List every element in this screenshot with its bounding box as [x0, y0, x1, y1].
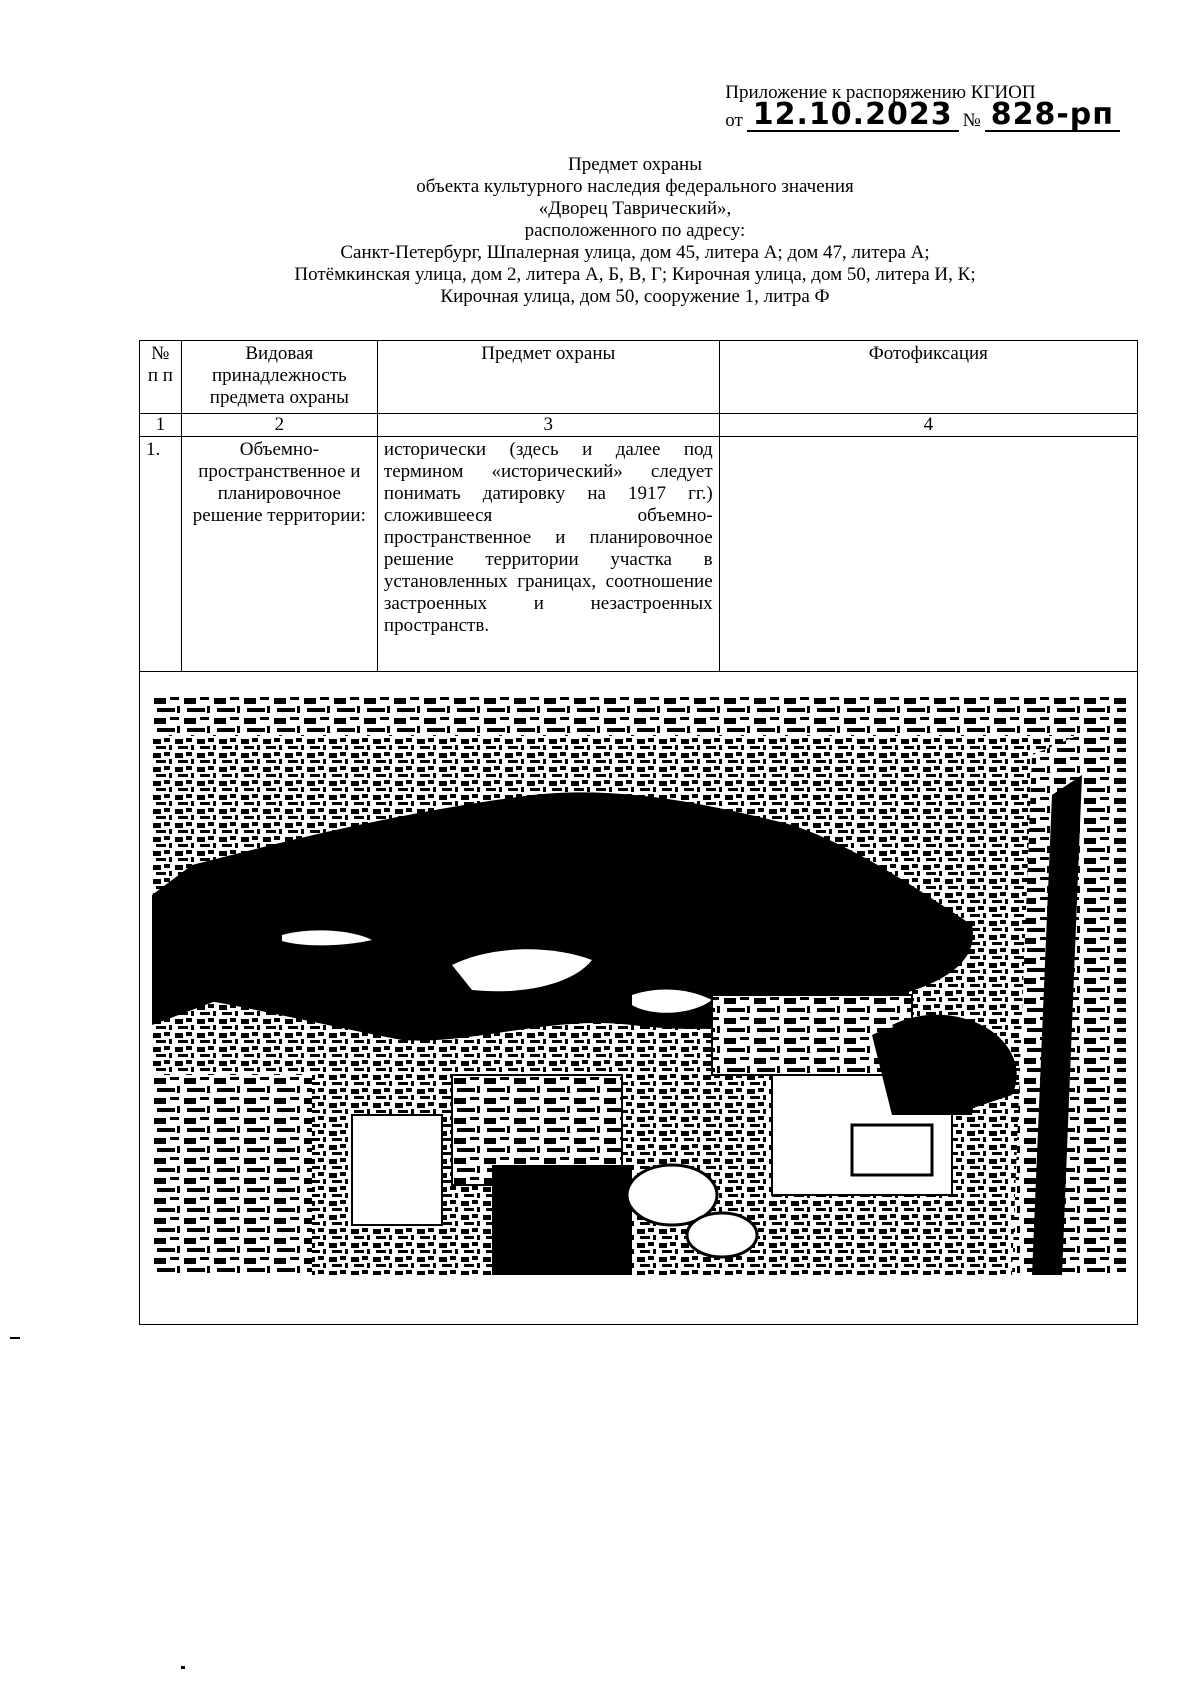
title-line: «Дворец Таврический», [538, 198, 732, 219]
number-prefix: № [962, 110, 981, 131]
appendix-header [725, 82, 1120, 132]
column-number: 3 [377, 414, 719, 437]
column-number: 1 [140, 414, 182, 437]
row-subject: исторически (здесь и далее под термином «исторический» следует понимать датировку на 1917 гг.) сложившееся объемно-пространственное и планировочное решение территории участка в установленных границах, соотношение застроенных и незастроенных пространств. [377, 437, 719, 672]
date-prefix: от [725, 110, 743, 131]
row-type: Объемно-пространственное и планировочное решение территории: [181, 437, 377, 672]
photo-row [140, 672, 1138, 1325]
header-number: № п п [140, 341, 182, 414]
scan-mark [181, 1666, 185, 1669]
protection-subject-table [139, 340, 1138, 1325]
aerial-photo-image [152, 695, 1126, 1275]
row-photo-cell [719, 437, 1137, 672]
header-photo: Фотофиксация [719, 341, 1137, 414]
column-number: 2 [181, 414, 377, 437]
column-number: 4 [719, 414, 1137, 437]
appendix-date: 12.10.2023 [747, 100, 959, 132]
scan-mark [10, 1337, 20, 1339]
appendix-line: Приложение к распоряжению КГИОП [725, 82, 1036, 103]
header-type: Видовая принадлежность предмета охраны [181, 341, 377, 414]
title-line: Санкт-Петербург, Шпалерная улица, дом 45, литера А; дом 47, литера А; [340, 242, 930, 263]
title-line: объекта культурного наследия федерального значения [416, 176, 854, 197]
appendix-date-line [725, 97, 1120, 132]
aerial-photo [152, 695, 1126, 1275]
header-subject: Предмет охраны [377, 341, 719, 414]
title-line: расположенного по адресу: [524, 220, 746, 241]
document-title [0, 154, 1200, 308]
title-line: Кирочная улица, дом 50, сооружение 1, литра Ф [440, 286, 830, 307]
table-header-row [140, 341, 1138, 414]
table-row [140, 437, 1138, 672]
appendix-number: 828-рп [985, 100, 1120, 132]
column-numbers-row [140, 414, 1138, 437]
photo-cell [140, 672, 1138, 1325]
row-number: 1. [140, 437, 182, 672]
title-line: Предмет охраны [568, 154, 702, 175]
title-line: Потёмкинская улица, дом 2, литера А, Б, В, Г; Кирочная улица, дом 50, литера И, К; [294, 264, 976, 285]
